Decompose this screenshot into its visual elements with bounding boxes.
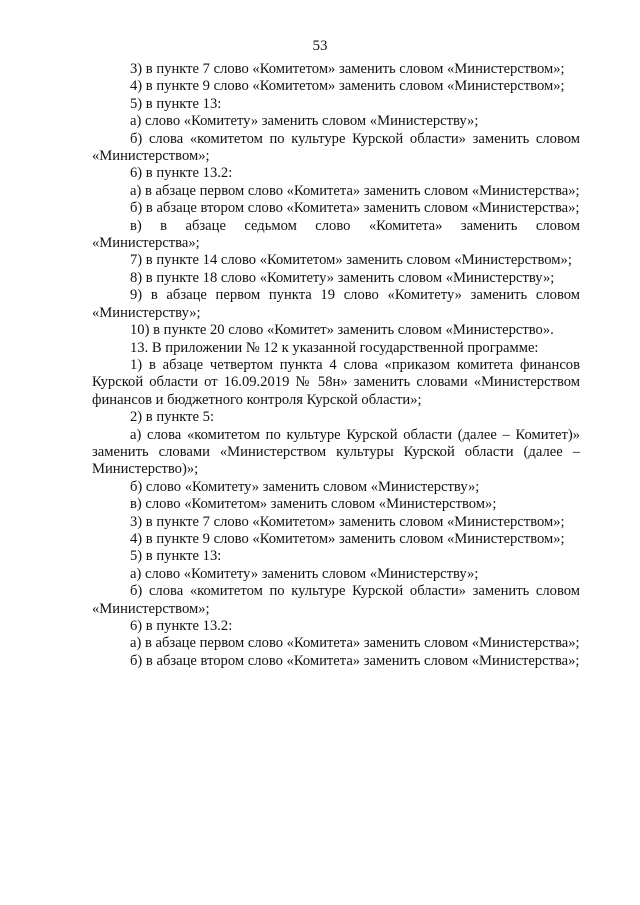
document-body xyxy=(92,61,580,670)
paragraph: б) в абзаце втором слово «Комитета» заменить словом «Министерства»; xyxy=(130,652,580,669)
paragraph: 3) в пункте 7 слово «Комитетом» заменить словом «Министерством»; xyxy=(130,513,565,530)
paragraph: 2) в пункте 5: xyxy=(130,409,215,426)
paragraph: 4) в пункте 9 слово «Комитетом» заменить словом «Министерством»; xyxy=(130,78,565,95)
paragraph: 8) в пункте 18 слово «Комитету» заменить словом «Министерству»; xyxy=(130,269,555,286)
page-number: 53 xyxy=(312,38,328,54)
paragraph: 7) в пункте 14 слово «Комитетом» заменить словом «Министерством»; xyxy=(130,252,572,269)
paragraph: а) слово «Комитету» заменить словом «Министерству»; xyxy=(130,565,479,582)
paragraph: 3) в пункте 7 слово «Комитетом» заменить словом «Министерством»; xyxy=(130,61,565,77)
paragraph: в) слово «Комитетом» заменить словом «Министерством»; xyxy=(130,496,497,513)
paragraph: 10) в пункте 20 слово «Комитет» заменить словом «Министерство». xyxy=(130,322,554,339)
paragraph: 13. В приложении № 12 к указанной государственной программе: xyxy=(130,339,539,356)
paragraph: а) в абзаце первом слово «Комитета» заменить словом «Министерства»; xyxy=(130,182,580,199)
paragraph: б) слово «Комитету» заменить словом «Министерству»; xyxy=(130,478,480,495)
paragraph: б) слова «комитетом по культуре Курской области» заменить словом «Министерством»; xyxy=(92,130,580,165)
paragraph: 5) в пункте 13: xyxy=(130,548,222,565)
paragraph: 6) в пункте 13.2: xyxy=(130,165,233,182)
paragraph: 6) в пункте 13.2: xyxy=(130,618,233,634)
paragraph: 4) в пункте 9 слово «Комитетом» заменить словом «Министерством»; xyxy=(130,530,565,547)
paragraph: б) слова «комитетом по культуре Курской области» заменить словом «Министерством»; xyxy=(92,583,580,617)
paragraph: б) в абзаце втором слово «Комитета» заменить словом «Министерства»; xyxy=(130,200,580,217)
paragraph: 1) в абзаце четвертом пункта 4 слова «приказом комитета финансов Курской области от 16.09.2019 № 58н» заменить словами «Министерством финансов и бюджетного контроля Курской области»; xyxy=(92,356,580,408)
paragraph: а) в абзаце первом слово «Комитета» заменить словом «Министерства»; xyxy=(130,635,580,652)
paragraph: в) в абзаце седьмом слово «Комитета» заменить словом «Министерства»; xyxy=(92,217,580,252)
paragraph: а) слово «Комитету» заменить словом «Министерству»; xyxy=(130,113,479,130)
paragraph: а) слова «комитетом по культуре Курской области (далее – Комитет)» заменить словами «Министерством культуры Курской области (далее – Министерство)»; xyxy=(92,426,580,478)
paragraph: 9) в абзаце первом пункта 19 слово «Комитету» заменить словом «Министерству»; xyxy=(92,287,580,321)
paragraph: 5) в пункте 13: xyxy=(130,95,222,112)
